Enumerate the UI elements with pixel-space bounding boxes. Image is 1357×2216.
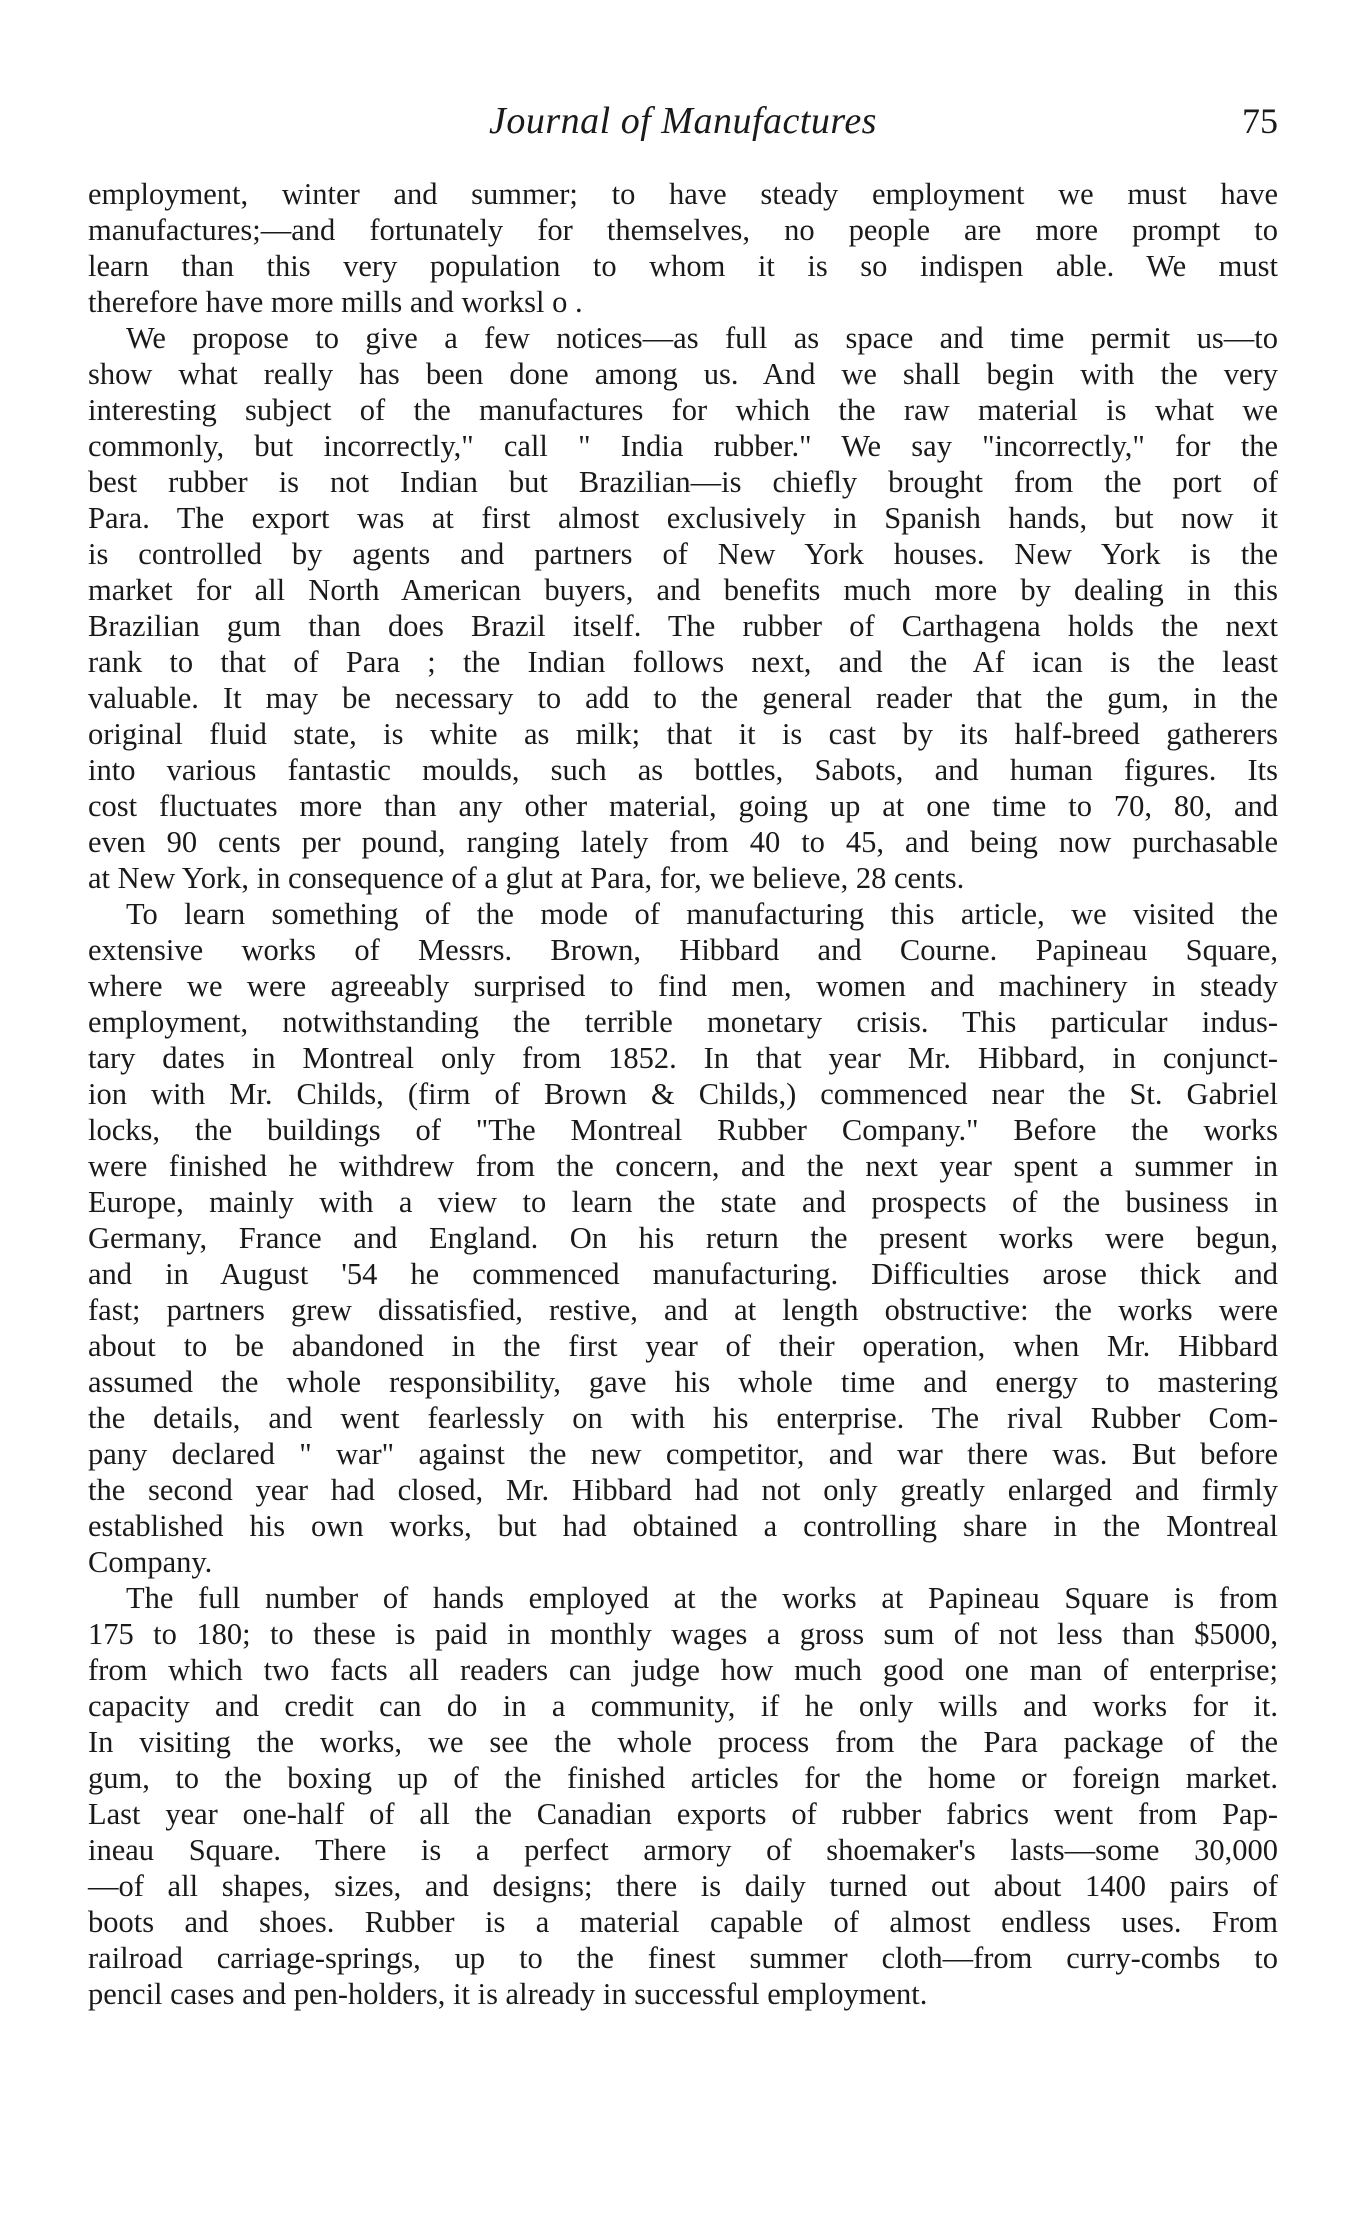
text-line: The full number of hands employed at the works at Papineau Square is from [126, 1581, 1278, 1615]
text-line: Germany, France and England. On his return the present works were begun, [88, 1221, 1278, 1255]
text-line: Europe, mainly with a view to learn the state and prospects of the business in [88, 1185, 1278, 1219]
text-line: tary dates in Montreal only from 1852. In that year Mr. Hibbard, in conjunct- [88, 1041, 1278, 1075]
text-line: where we were agreeably surprised to find men, women and machinery in steady [88, 969, 1278, 1003]
text-line: employment, notwithstanding the terrible monetary crisis. This particular indus- [88, 1005, 1278, 1039]
text-line: is controlled by agents and partners of New York houses. New York is the [88, 537, 1278, 571]
text-line: cost fluctuates more than any other material, going up at one time to 70, 80, and [88, 789, 1278, 823]
text-line: market for all North American buyers, and benefits much more by dealing in this [88, 573, 1278, 607]
text-line: ion with Mr. Childs, (firm of Brown & Childs,) commenced near the St. Gabriel [88, 1077, 1278, 1111]
paragraph [88, 320, 1278, 896]
text-line: employment, winter and summer; to have steady employment we must have [88, 177, 1278, 211]
text-line: pencil cases and pen-holders, it is already in successful employment. [88, 1977, 928, 2011]
paragraph [88, 896, 1278, 1580]
text-line: into various fantastic moulds, such as bottles, Sabots, and human figures. Its [88, 753, 1278, 787]
text-line: interesting subject of the manufactures for which the raw material is what we [88, 393, 1278, 427]
text-line: about to be abandoned in the first year of their operation, when Mr. Hibbard [88, 1329, 1278, 1363]
text-line: show what really has been done among us. And we shall begin with the very [88, 357, 1278, 391]
text-line: from which two facts all readers can judge how much good one man of enterprise; [88, 1653, 1278, 1687]
text-line: 175 to 180; to these is paid in monthly wages a gross sum of not less than $5000, [88, 1617, 1278, 1651]
text-line: extensive works of Messrs. Brown, Hibbard and Courne. Papineau Square, [88, 933, 1278, 967]
text-line: the second year had closed, Mr. Hibbard had not only greatly enlarged and firmly [88, 1473, 1278, 1507]
running-head [88, 96, 1278, 146]
paragraph [88, 1580, 1278, 2012]
text-line: railroad carriage-springs, up to the finest summer cloth—from curry-combs to [88, 1941, 1278, 1975]
running-title: Journal of Manufactures [489, 100, 877, 142]
text-line: therefore have more mills and worksl o . [88, 285, 583, 319]
text-line: even 90 cents per pound, ranging lately from 40 to 45, and being now purchasable [88, 825, 1278, 859]
text-line: In visiting the works, we see the whole process from the Para package of the [88, 1725, 1278, 1759]
text-line: were finished he withdrew from the concern, and the next year spent a summer in [88, 1149, 1278, 1183]
text-line: established his own works, but had obtained a controlling share in the Montreal [88, 1509, 1278, 1543]
text-line: the details, and went fearlessly on with his enterprise. The rival Rubber Com- [88, 1401, 1278, 1435]
text-line: boots and shoes. Rubber is a material capable of almost endless uses. From [88, 1905, 1278, 1939]
text-line: valuable. It may be necessary to add to the general reader that the gum, in the [88, 681, 1278, 715]
text-line: Para. The export was at first almost exclusively in Spanish hands, but now it [88, 501, 1278, 535]
text-line: rank to that of Para ; the Indian follows next, and the Af ican is the least [88, 645, 1278, 679]
body-text [88, 176, 1278, 2012]
text-line: original fluid state, is white as milk; that it is cast by its half-breed gatherers [88, 717, 1278, 751]
text-line: locks, the buildings of "The Montreal Rubber Company." Before the works [88, 1113, 1278, 1147]
text-line: and in August '54 he commenced manufacturing. Difficulties arose thick and [88, 1257, 1278, 1291]
text-line: learn than this very population to whom it is so indispen able. We must [88, 249, 1278, 283]
text-line: at New York, in consequence of a glut at Para, for, we believe, 28 cents. [88, 861, 965, 895]
text-line: Brazilian gum than does Brazil itself. The rubber of Carthagena holds the next [88, 609, 1278, 643]
text-line: We propose to give a few notices—as full as space and time permit us—to [126, 321, 1278, 355]
paragraph [88, 176, 1278, 320]
text-line: To learn something of the mode of manufacturing this article, we visited the [126, 897, 1278, 931]
text-line: Last year one-half of all the Canadian exports of rubber fabrics went from Pap- [88, 1797, 1278, 1831]
text-line: capacity and credit can do in a community, if he only wills and works for it. [88, 1689, 1278, 1723]
text-line: Company. [88, 1545, 213, 1579]
text-line: best rubber is not Indian but Brazilian—is chiefly brought from the port of [88, 465, 1278, 499]
text-line: ineau Square. There is a perfect armory of shoemaker's lasts—some 30,000 [88, 1833, 1278, 1867]
page-number: 75 [1242, 101, 1278, 141]
text-line: fast; partners grew dissatisfied, restive, and at length obstructive: the works were [88, 1293, 1278, 1327]
text-line: commonly, but incorrectly," call " India rubber." We say "incorrectly," for the [88, 429, 1278, 463]
text-line: gum, to the boxing up of the finished articles for the home or foreign market. [88, 1761, 1278, 1795]
text-line: pany declared " war" against the new competitor, and war there was. But before [88, 1437, 1278, 1471]
text-line: assumed the whole responsibility, gave his whole time and energy to mastering [88, 1365, 1278, 1399]
text-line: —of all shapes, sizes, and designs; there is daily turned out about 1400 pairs of [88, 1869, 1278, 1903]
text-line: manufactures;—and fortunately for themselves, no people are more prompt to [88, 213, 1278, 247]
